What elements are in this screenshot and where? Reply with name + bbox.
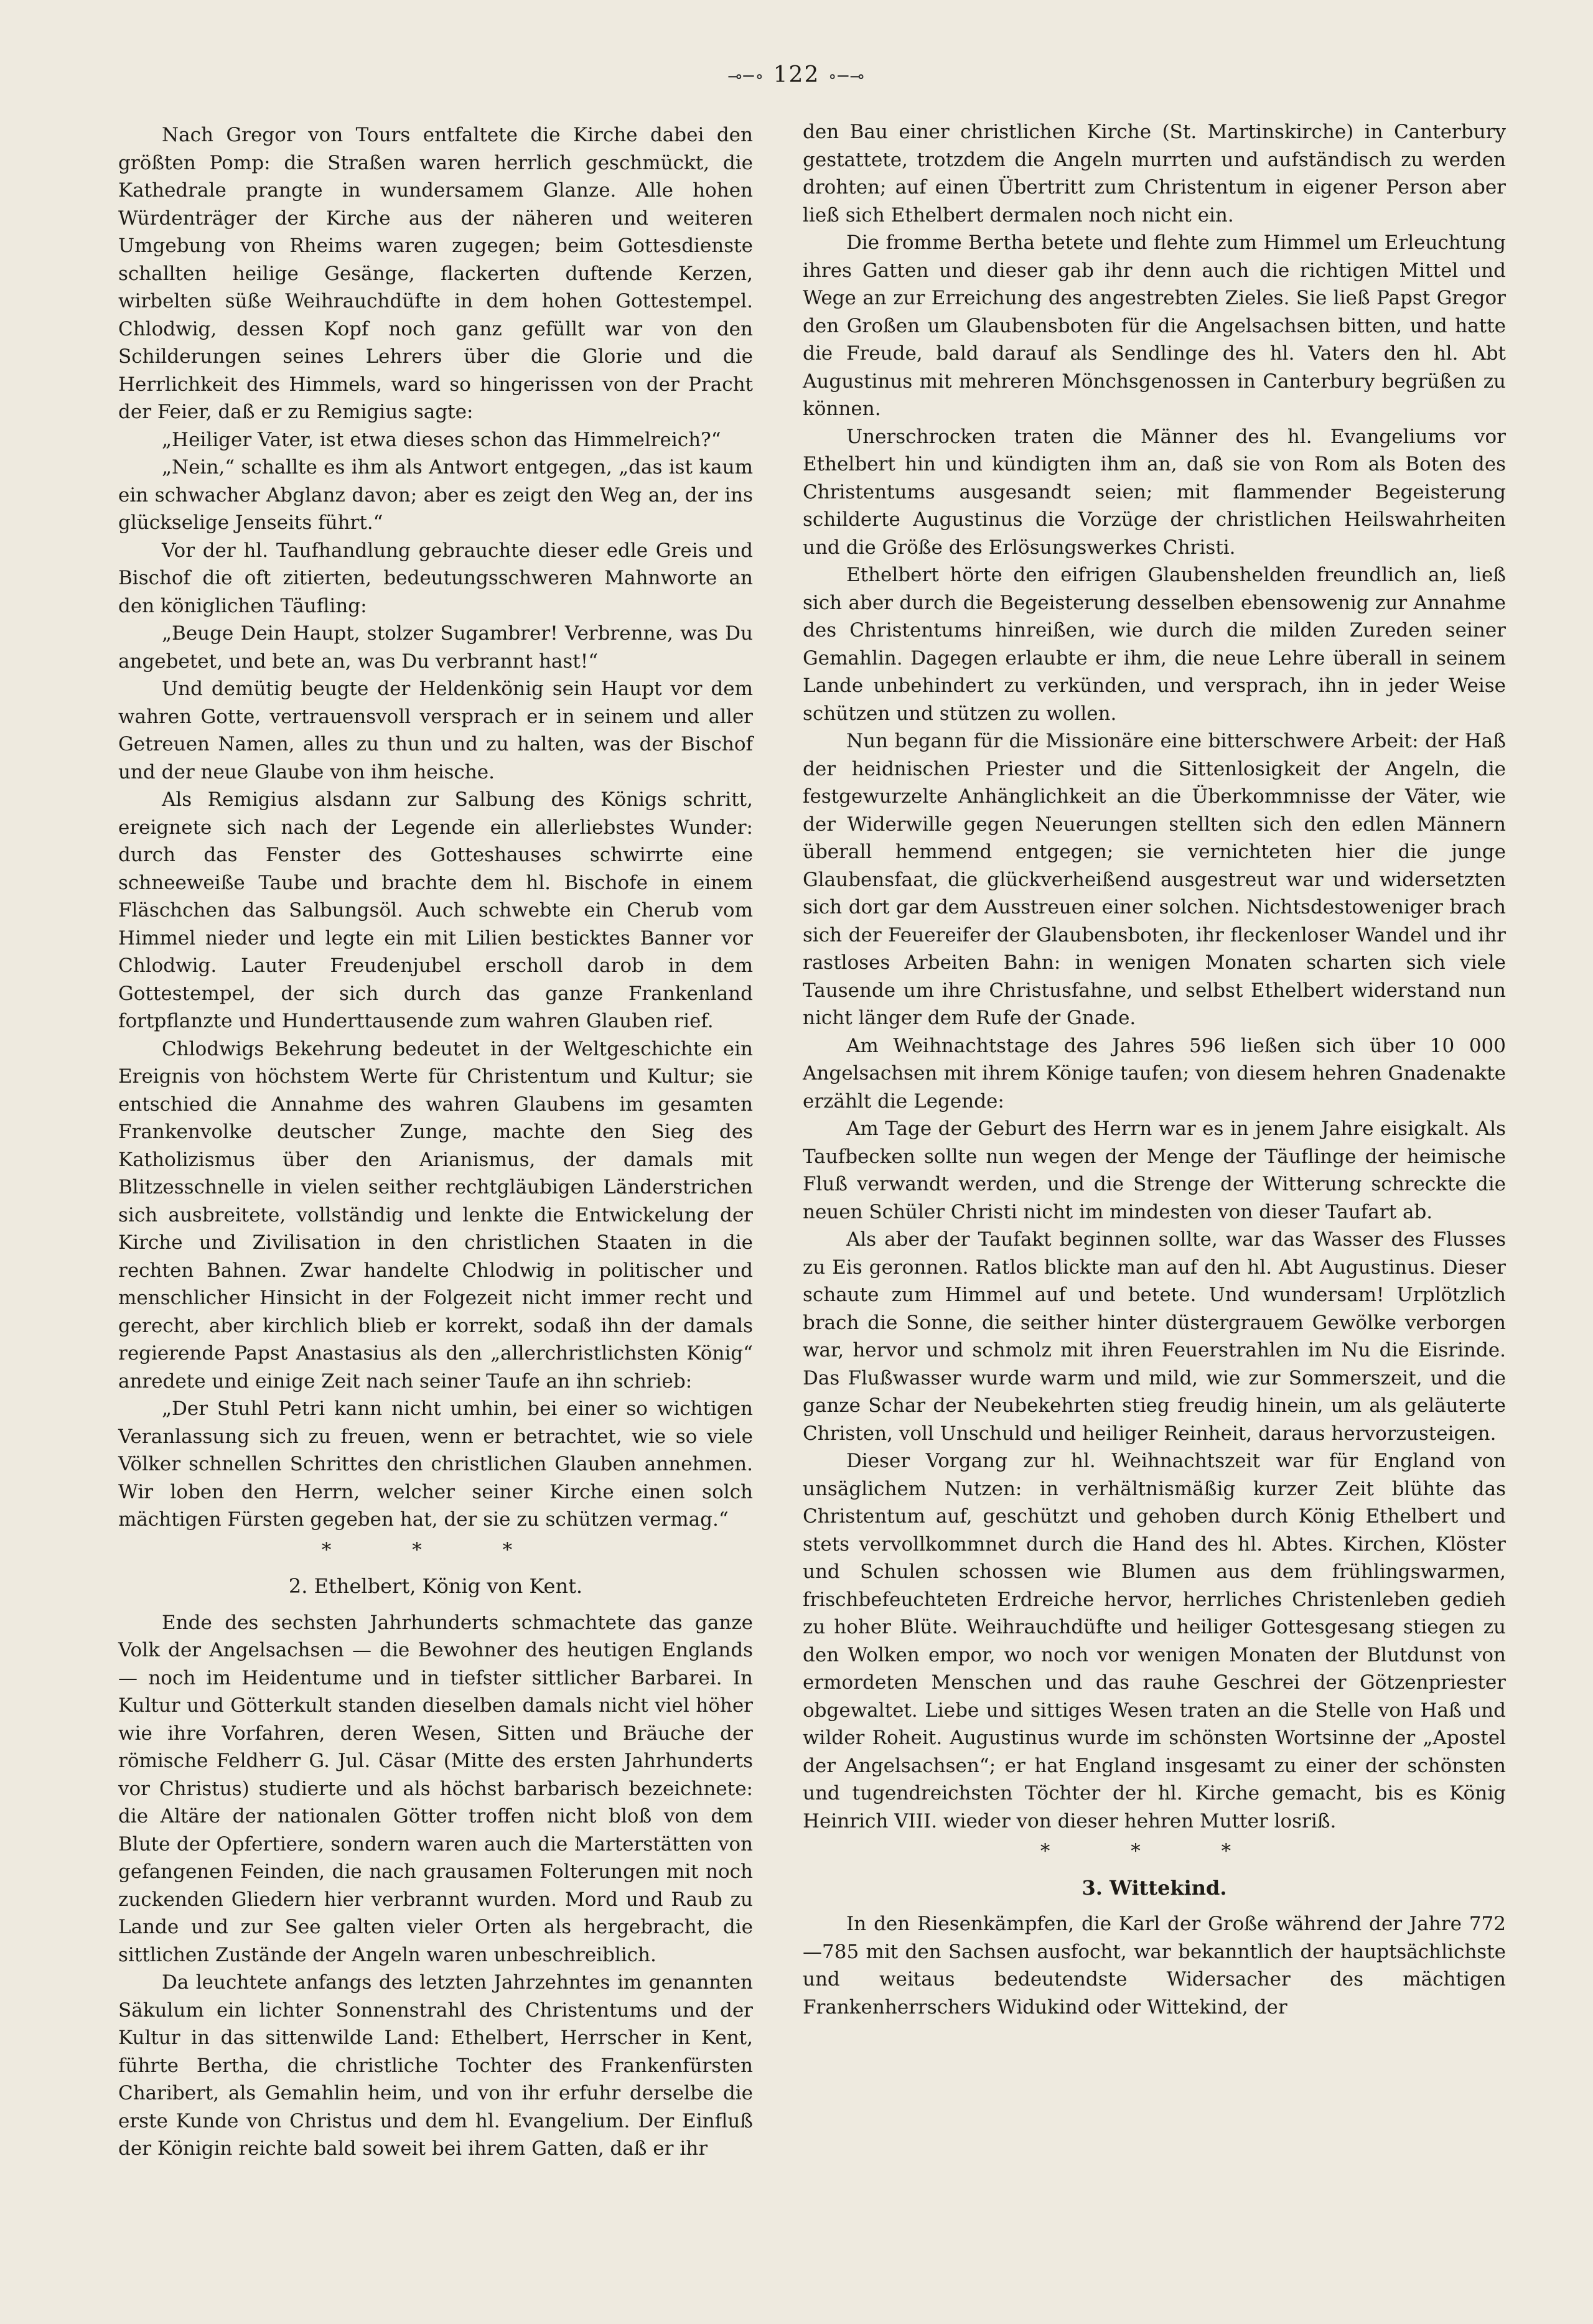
paragraph: Dieser Vorgang zur hl. Weihnachtszeit war für England von unsäglichem Nutzen: in verhältnismäßig kurzer Zeit blühte das Christentum auf, geschützt und gehoben durch König Ethelbert und stets vervollkommnet durch die Hand des hl. Abtes. Kirchen, Klöster und Schulen schossen wie Blumen aus dem frühlingswarmen, frischbefeuchteten Erdreiche hervor, herrliches Christenleben gedieh zu hoher Blüte. Weihrauchdüfte und heiliger Gottesgesang stiegen zu den Wolken empor, wo noch vor wenigen Monaten der Blutdunst von ermordeten Menschen und das rauhe Geschrei der Götzenpriester obgewaltet. Liebe und sittiges Wesen traten an die Stelle von Haß und wilder Roheit. Augustinus wurde im schönsten Wortsinne der „Apostel der Angelsachsen“; er hat England insgesamt zu einer der schönsten und tugendreichsten Töchter der hl. Kirche gemacht, bis es König Heinrich VIII. wieder von dieser hehren Mutter losriß. [803, 1450, 1506, 1832]
paragraph: Am Tage der Geburt des Herrn war es in jenem Jahre eisigkalt. Als Taufbecken sollte nun wegen der Menge der Täuflinge der heimische Fluß verwandt werden, und die Strenge der Witterung schreckte die neuen Schüler Christi nicht im mindesten von dieser Taufart ab. [803, 1118, 1506, 1223]
paragraph: „Der Stuhl Petri kann nicht umhin, bei einer so wichtigen Veranlassung sich zu freuen, wenn er betrachtet, wie so viele Völker schnellen Schrittes den christlichen Glauben annehmen. Wir loben den Herrn, welcher seiner Kirche einen solch mächtigen Fürsten gegeben hat, der sie zu schützen vermag.“ [118, 1398, 753, 1531]
paragraph: Da leuchtete anfangs des letzten Jahrzehntes im genannten Säkulum ein lichter Sonnenstrahl des Christentums und der Kultur in das sittenwilde Land: Ethelbert, Herrscher in Kent, führte Bertha, die christliche Tochter des Frankenfürsten Charibert, als Gemahlin heim, und von ihr erfuhr derselbe die erste Kunde von Christus und dem hl. Evangelium. Der Einfluß der Königin reichte bald soweit bei ihrem Gatten, daß er ihr [118, 1971, 753, 2160]
paragraph: Nun begann für die Missionäre eine bitterschwere Arbeit: der Haß der heidnischen Priester und die Sittenlosigkeit der Angeln, die festgewurzelte Anhänglichkeit an die Überkommnisse der Väter, wie der Widerwille gegen Neuerungen stellten sich den edlen Männern überall hemmend entgegen; sie vernichteten hier die junge Glaubensfaat, die glückverheißend ausgestreut war und widersetzten sich dort gar dem Ausstreuen einer solchen. Nichtsdestoweniger brach sich der Feuereifer der Glaubensboten, ihr fleckenloser Wandel und ihr rastloses Arbeiten Bahn: in wenigen Monaten scharten sich viele Tausende um ihre Christusfahne, und selbst Ethelbert widerstand nun nicht länger dem Rufe der Gnade. [803, 730, 1506, 1029]
section-heading: 3. Wittekind. [1081, 1875, 1227, 1900]
paragraph: Nach Gregor von Tours entfaltete die Kirche dabei den größten Pomp: die Straßen waren herrlich geschmückt, die Kathedrale prangte in wundersamem Glanze. Alle hohen Würdenträger der Kirche aus der näheren und weiteren Umgebung von Rheims waren zugegen; beim Gottesdienste schallten heilige Gesänge, flackerten duftende Kerzen, wirbelten süße Weihrauchdüfte in dem hohen Gottestempel. Chlodwig, dessen Kopf noch ganz gefüllt war von den Schilderungen seines Lehrers über die Glorie und die Herrlichkeit des Himmels, ward so hingerissen von der Pracht der Feier, daß er zu Remigius sagte: [118, 124, 753, 423]
section-separator: * * * [1040, 1840, 1269, 1862]
paragraph: Ende des sechsten Jahrhunderts schmachtete das ganze Volk der Angelsachsen — die Bewohner des heutigen Englands — noch im Heidentume und in tiefster sittlicher Barbarei. In Kultur und Götterkult standen dieselben damals nicht viel höher wie ihre Vorfahren, deren Wesen, Sitten und Bräuche der römische Feldherr G. Jul. Cäsar (Mitte des ersten Jahrhunderts vor Christus) studierte und als höchst barbarisch bezeichnete: die Altäre der nationalen Götter troffen nicht bloß von dem Blute der Opfertiere, sondern waren auch die Marterstätten von gefangenen Feinden, die nach grausamen Folterungen mit noch zuckenden Gliedern hier verbrannt wurden. Mord und Raub zu Lande und zur See galten vieler Orten als hergebracht, die sittlichen Zustände der Angeln waren unbeschreiblich. [118, 1611, 753, 1966]
header-ornament-right: ∘─⊸ [828, 66, 866, 86]
paragraph: Unerschrocken traten die Männer des hl. Evangeliums vor Ethelbert hin und kündigten ihm an, daß sie von Rom als Boten des Christentums ausgesandt seien; mit flammender Begeisterung schilderte Augustinus die Vorzüge der christlichen Heilswahrheiten und die Größe des Erlösungswerkes Christi. [803, 425, 1506, 559]
paragraph: „Heiliger Vater, ist etwa dieses schon das Himmelreich?“ [162, 428, 721, 451]
paragraph: Am Weihnachtstage des Jahres 596 ließen sich über 10 000 Angelsachsen mit ihrem Könige taufen; von diesem hehren Gnadenakte erzählt die Legende: [803, 1034, 1506, 1113]
section-heading: 2. Ethelbert, König von Kent. [288, 1574, 583, 1598]
page-header [0, 62, 1593, 88]
header-ornament-left: ⊸─∘ [727, 66, 765, 86]
paragraph: „Beuge Dein Haupt, stolzer Sugambrer! Verbrenne, was Du angebetet, und bete an, was Du verbrannt hast!“ [118, 622, 753, 673]
paragraph: Als aber der Taufakt beginnen sollte, war das Wasser des Flusses zu Eis geronnen. Ratlos blickte man auf den hl. Abt Augustinus. Dieser schaute zum Himmel auf und betete. Und wundersam! Urplötzlich brach die Sonne, die seither hinter düstergrauem Gewölke verborgen war, hervor und schmolz mit ihren Feuerstrahlen im Nu die Eisrinde. Das Flußwasser wurde warm und mild, wie zur Sommerszeit, und die ganze Schar der Neubekehrten stieg freudig hinein, um als geläuterte Christen, voll Unschuld und heiliger Reinheit, daraus hervorzusteigen. [803, 1228, 1506, 1445]
paragraph: Chlodwigs Bekehrung bedeutet in der Weltgeschichte ein Ereignis von höchstem Werte für Christentum und Kultur; sie entschied die Annahme des wahren Glaubens im gesamten Frankenvolke deutscher Zunge, machte den Sieg des Katholizismus über den Arianismus, der damals mit Blitzesschnelle in vielen seither rechtgläubigen Länderstrichen sich ausbreitete, vollständig und lenkte die Entwickelung der Kirche und Zivilisation in den christlichen Staaten in die rechten Bahnen. Zwar handelte Chlodwig in politischer und menschlicher Hinsicht in der Folgezeit nicht immer recht und gerecht, aber kirchlich blieb er korrekt, sodaß ihn der damals regierende Papst Anastasius als den „allerchristlichsten König“ anredete und einige Zeit nach seiner Taufe an ihn schrieb: [118, 1037, 753, 1393]
paragraph: den Bau einer christlichen Kirche (St. Martinskirche) in Canterbury gestattete, trotzdem die Angeln murrten und aufständisch zu werden drohten; auf einen Übertritt zum Christentum in eigener Person aber ließ sich Ethelbert dermalen noch nicht ein. [803, 121, 1506, 226]
section-separator: * * * [321, 1538, 550, 1561]
paragraph: In den Riesenkämpfen, die Karl der Große während der Jahre 772—785 mit den Sachsen ausfocht, war bekanntlich der hauptsächlichste und weitaus bedeutendste Widersacher des mächtigen Frankenherrschers Widukind oder Wittekind, der [803, 1913, 1506, 2018]
paragraph: Vor der hl. Taufhandlung gebrauchte dieser edle Greis und Bischof die oft zitierten, bedeutungsschweren Mahnworte an den königlichen Täufling: [118, 539, 753, 617]
paragraph: Und demütig beugte der Heldenkönig sein Haupt vor dem wahren Gotte, vertrauensvoll versprach er in seinem und aller Getreuen Namen, alles zu thun und zu halten, was der Bischof und der neue Glaube von ihm heische. [118, 678, 753, 783]
page-number: 122 [773, 62, 820, 88]
paragraph: Die fromme Bertha betete und flehte zum Himmel um Erleuchtung ihres Gatten und dieser gab ihr denn auch die richtigen Mittel und Wege an zur Erreichung des angestrebten Zieles. Sie ließ Papst Gregor den Großen um Glaubensboten für die Angelsachsen bitten, und hatte die Freude, bald darauf als Sendlinge des hl. Vaters den hl. Abt Augustinus mit mehreren Mönchsgenossen in Canterbury begrüßen zu können. [803, 231, 1506, 420]
left-column [118, 121, 753, 2163]
right-column [803, 118, 1506, 2021]
paragraph: Ethelbert hörte den eifrigen Glaubenshelden freundlich an, ließ sich aber durch die Begeisterung desselben ebensowenig zur Annahme des Christentums hinreißen, wie durch die milden Zureden seiner Gemahlin. Dagegen erlaubte er ihm, die neue Lehre überall in seinem Lande unbehindert zu verkünden, und versprach, ihn in jeder Weise schützen und stützen zu wollen. [803, 564, 1506, 725]
paragraph: Als Remigius alsdann zur Salbung des Königs schritt, ereignete sich nach der Legende ein allerliebstes Wunder: durch das Fenster des Gotteshauses schwirrte eine schneeweiße Taube und brachte dem hl. Bischofe in einem Fläschchen das Salbungsöl. Auch schwebte ein Cherub vom Himmel nieder und legte ein mit Lilien besticktes Banner vor Chlodwig. Lauter Freudenjubel erscholl darob in dem Gottestempel, der sich durch das ganze Frankenland fortpflanzte und Hunderttausende zum wahren Glauben rief. [118, 788, 753, 1032]
paragraph: „Nein,“ schallte es ihm als Antwort entgegen, „das ist kaum ein schwacher Abglanz davon; aber es zeigt den Weg an, der ins glückselige Jenseits führt.“ [118, 456, 753, 534]
